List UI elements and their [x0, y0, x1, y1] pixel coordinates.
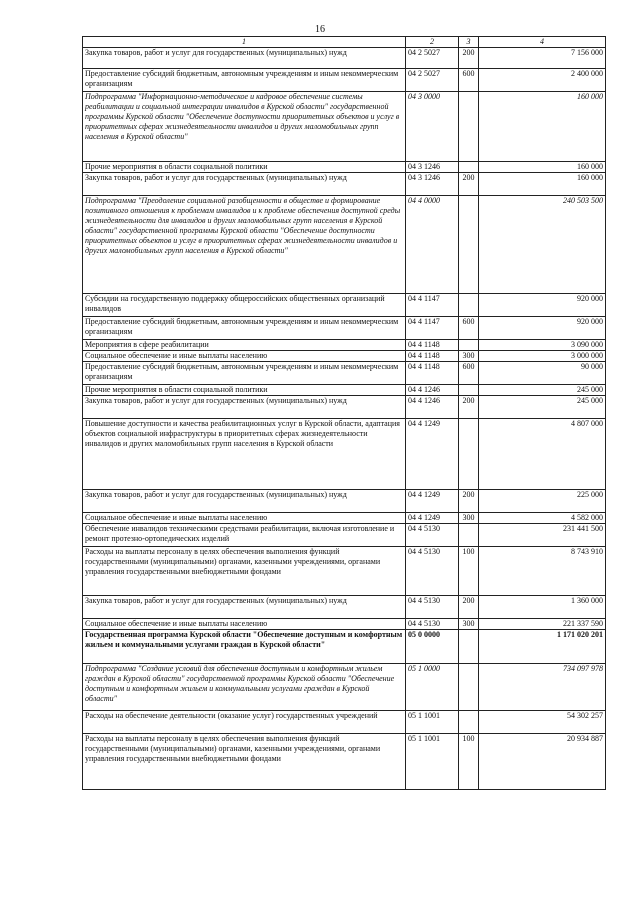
cell-expense-type: [459, 162, 479, 173]
cell-code: 04 4 0000: [406, 196, 459, 294]
cell-sum: 2 400 000: [479, 69, 606, 92]
column-number: 2: [406, 37, 459, 48]
cell-sum: 8 743 910: [479, 547, 606, 596]
table-row: [83, 385, 606, 396]
cell-name: Прочие мероприятия в области социальной политики: [83, 385, 406, 396]
cell-name: Социальное обеспечение и иные выплаты населению: [83, 351, 406, 362]
table-row: [83, 734, 606, 790]
cell-expense-type: 300: [459, 619, 479, 630]
cell-name: Подпрограмма "Информационно-методическое и кадровое обеспечение системы реабилитации и социальной интеграции инвалидов в Курской области" государственной программы Курской области "Обеспечение доступности приоритетных объектов и услуг в приоритетных сферах жизнедеятельности инвалидов и других маломобильных групп населения в Курской области": [83, 92, 406, 162]
table-row: [83, 362, 606, 385]
cell-code: 04 3 1246: [406, 162, 459, 173]
table-row: [83, 711, 606, 734]
cell-expense-type: [459, 294, 479, 317]
table-row: [83, 340, 606, 351]
table-row: [83, 524, 606, 547]
cell-code: 05 1 1001: [406, 711, 459, 734]
table-row: [83, 351, 606, 362]
cell-expense-type: 300: [459, 513, 479, 524]
cell-code: 04 4 1147: [406, 317, 459, 340]
cell-sum: 160 000: [479, 173, 606, 196]
cell-name: Расходы на обеспечение деятельности (оказание услуг) государственных учреждений: [83, 711, 406, 734]
cell-sum: 1 171 020 201: [479, 630, 606, 664]
cell-code: 04 4 1148: [406, 351, 459, 362]
table-row: [83, 419, 606, 490]
cell-sum: 4 807 000: [479, 419, 606, 490]
cell-sum: 231 441 500: [479, 524, 606, 547]
cell-name: Закупка товаров, работ и услуг для государственных (муниципальных) нужд: [83, 490, 406, 513]
cell-name: Обеспечение инвалидов техническими средствами реабилитации, включая изготовление и ремонт протезно-ортопедических изделий: [83, 524, 406, 547]
cell-expense-type: [459, 92, 479, 162]
table-row: [83, 294, 606, 317]
cell-sum: 240 503 500: [479, 196, 606, 294]
cell-sum: 245 000: [479, 396, 606, 419]
cell-code: 04 4 5130: [406, 596, 459, 619]
cell-name: Расходы на выплаты персоналу в целях обеспечения выполнения функций государственными (муниципальными) органами, казенными учреждениями, органами управления государственными внебюджетными фондами: [83, 547, 406, 596]
cell-name: Государственная программа Курской области "Обеспечение доступным и комфортным жильем и коммунальными услугами граждан в Курской области": [83, 630, 406, 664]
cell-name: Повышение доступности и качества реабилитационных услуг в Курской области, адаптация объектов социальной инфраструктуры в приоритетных сферах жизнедеятельности инвалидов и других маломобильных групп населения в Курской области: [83, 419, 406, 490]
table-row: [83, 664, 606, 711]
cell-code: 05 1 0000: [406, 664, 459, 711]
table-row: [83, 69, 606, 92]
budget-table: [82, 36, 606, 790]
cell-sum: 734 097 978: [479, 664, 606, 711]
cell-expense-type: 200: [459, 48, 479, 69]
cell-name: Закупка товаров, работ и услуг для государственных (муниципальных) нужд: [83, 48, 406, 69]
table-row: [83, 619, 606, 630]
cell-name: Социальное обеспечение и иные выплаты населению: [83, 619, 406, 630]
cell-code: 04 4 1147: [406, 294, 459, 317]
cell-name: Подпрограмма "Создание условий для обеспечения доступным и комфортным жильем граждан в Курской области" государственной программы Курской области "Обеспечение доступным и комфортным жильем и коммунальными услугами граждан в Курской области": [83, 664, 406, 711]
cell-code: 04 3 1246: [406, 173, 459, 196]
cell-name: Расходы на выплаты персоналу в целях обеспечения выполнения функций государственными (муниципальными) органами, казенными учреждениями, органами управления государственными внебюджетными фондами: [83, 734, 406, 790]
cell-sum: 90 000: [479, 362, 606, 385]
cell-expense-type: 600: [459, 69, 479, 92]
cell-expense-type: [459, 196, 479, 294]
cell-code: 04 4 1246: [406, 396, 459, 419]
cell-name: Предоставление субсидий бюджетным, автономным учреждениям и иным некоммерческим организациям: [83, 317, 406, 340]
cell-name: Социальное обеспечение и иные выплаты населению: [83, 513, 406, 524]
cell-expense-type: [459, 385, 479, 396]
cell-code: 05 0 0000: [406, 630, 459, 664]
cell-sum: 160 000: [479, 162, 606, 173]
cell-code: 04 4 1148: [406, 340, 459, 351]
cell-expense-type: 200: [459, 396, 479, 419]
cell-expense-type: [459, 711, 479, 734]
cell-code: 04 2 5027: [406, 69, 459, 92]
cell-sum: 20 934 887: [479, 734, 606, 790]
table-row: [83, 490, 606, 513]
cell-expense-type: 600: [459, 317, 479, 340]
page-number: 16: [315, 24, 325, 35]
cell-code: 04 3 0000: [406, 92, 459, 162]
table-row: [83, 513, 606, 524]
cell-expense-type: [459, 340, 479, 351]
cell-name: Закупка товаров, работ и услуг для государственных (муниципальных) нужд: [83, 596, 406, 619]
cell-name: Подпрограмма "Преодоление социальной разобщенности в обществе и формирование позитивного отношения к проблемам инвалидов и к проблеме обеспечения доступной среды жизнедеятельности для инвалидов и других маломобильных групп населения в Курской области" государственной программы Курской области "Обеспечение доступности приоритетных объектов и услуг в приоритетных сферах жизнедеятельности инвалидов и других маломобильных групп населения в Курской области": [83, 196, 406, 294]
cell-expense-type: 100: [459, 734, 479, 790]
table-row: [83, 596, 606, 619]
cell-sum: 221 337 590: [479, 619, 606, 630]
cell-code: 04 4 1249: [406, 419, 459, 490]
cell-sum: 3 000 000: [479, 351, 606, 362]
cell-name: Предоставление субсидий бюджетным, автономным учреждениям и иным некоммерческим организациям: [83, 69, 406, 92]
cell-expense-type: 100: [459, 547, 479, 596]
column-number: 3: [459, 37, 479, 48]
cell-code: 04 4 1249: [406, 513, 459, 524]
cell-expense-type: 200: [459, 490, 479, 513]
cell-name: Закупка товаров, работ и услуг для государственных (муниципальных) нужд: [83, 173, 406, 196]
column-number: 1: [83, 37, 406, 48]
column-number-row: [83, 37, 606, 48]
table-row: [83, 547, 606, 596]
table-row: [83, 196, 606, 294]
cell-expense-type: 600: [459, 362, 479, 385]
cell-name: Предоставление субсидий бюджетным, автономным учреждениям и иным некоммерческим организациям: [83, 362, 406, 385]
cell-code: 04 4 1246: [406, 385, 459, 396]
cell-expense-type: [459, 524, 479, 547]
cell-sum: 54 302 257: [479, 711, 606, 734]
cell-sum: 920 000: [479, 294, 606, 317]
table-row: [83, 396, 606, 419]
cell-sum: 3 090 000: [479, 340, 606, 351]
cell-expense-type: [459, 664, 479, 711]
cell-sum: 920 000: [479, 317, 606, 340]
cell-code: 04 4 1148: [406, 362, 459, 385]
cell-name: Прочие мероприятия в области социальной политики: [83, 162, 406, 173]
cell-expense-type: 200: [459, 596, 479, 619]
cell-sum: 245 000: [479, 385, 606, 396]
table-row: [83, 162, 606, 173]
cell-code: 04 4 5130: [406, 524, 459, 547]
table-row: [83, 173, 606, 196]
cell-code: 05 1 1001: [406, 734, 459, 790]
cell-expense-type: [459, 419, 479, 490]
column-number: 4: [479, 37, 606, 48]
cell-code: 04 4 5130: [406, 547, 459, 596]
cell-expense-type: 300: [459, 351, 479, 362]
cell-code: 04 2 5027: [406, 48, 459, 69]
cell-code: 04 4 5130: [406, 619, 459, 630]
cell-expense-type: 200: [459, 173, 479, 196]
table-row: [83, 92, 606, 162]
table-row: [83, 48, 606, 69]
cell-name: Субсидии на государственную поддержку общероссийских общественных организаций инвалидов: [83, 294, 406, 317]
table-row: [83, 317, 606, 340]
cell-expense-type: [459, 630, 479, 664]
cell-sum: 7 156 000: [479, 48, 606, 69]
cell-sum: 225 000: [479, 490, 606, 513]
cell-sum: 4 582 000: [479, 513, 606, 524]
cell-sum: 160 000: [479, 92, 606, 162]
table-row: [83, 630, 606, 664]
cell-code: 04 4 1249: [406, 490, 459, 513]
cell-sum: 1 360 000: [479, 596, 606, 619]
cell-name: Закупка товаров, работ и услуг для государственных (муниципальных) нужд: [83, 396, 406, 419]
cell-name: Мероприятия в сфере реабилитации: [83, 340, 406, 351]
